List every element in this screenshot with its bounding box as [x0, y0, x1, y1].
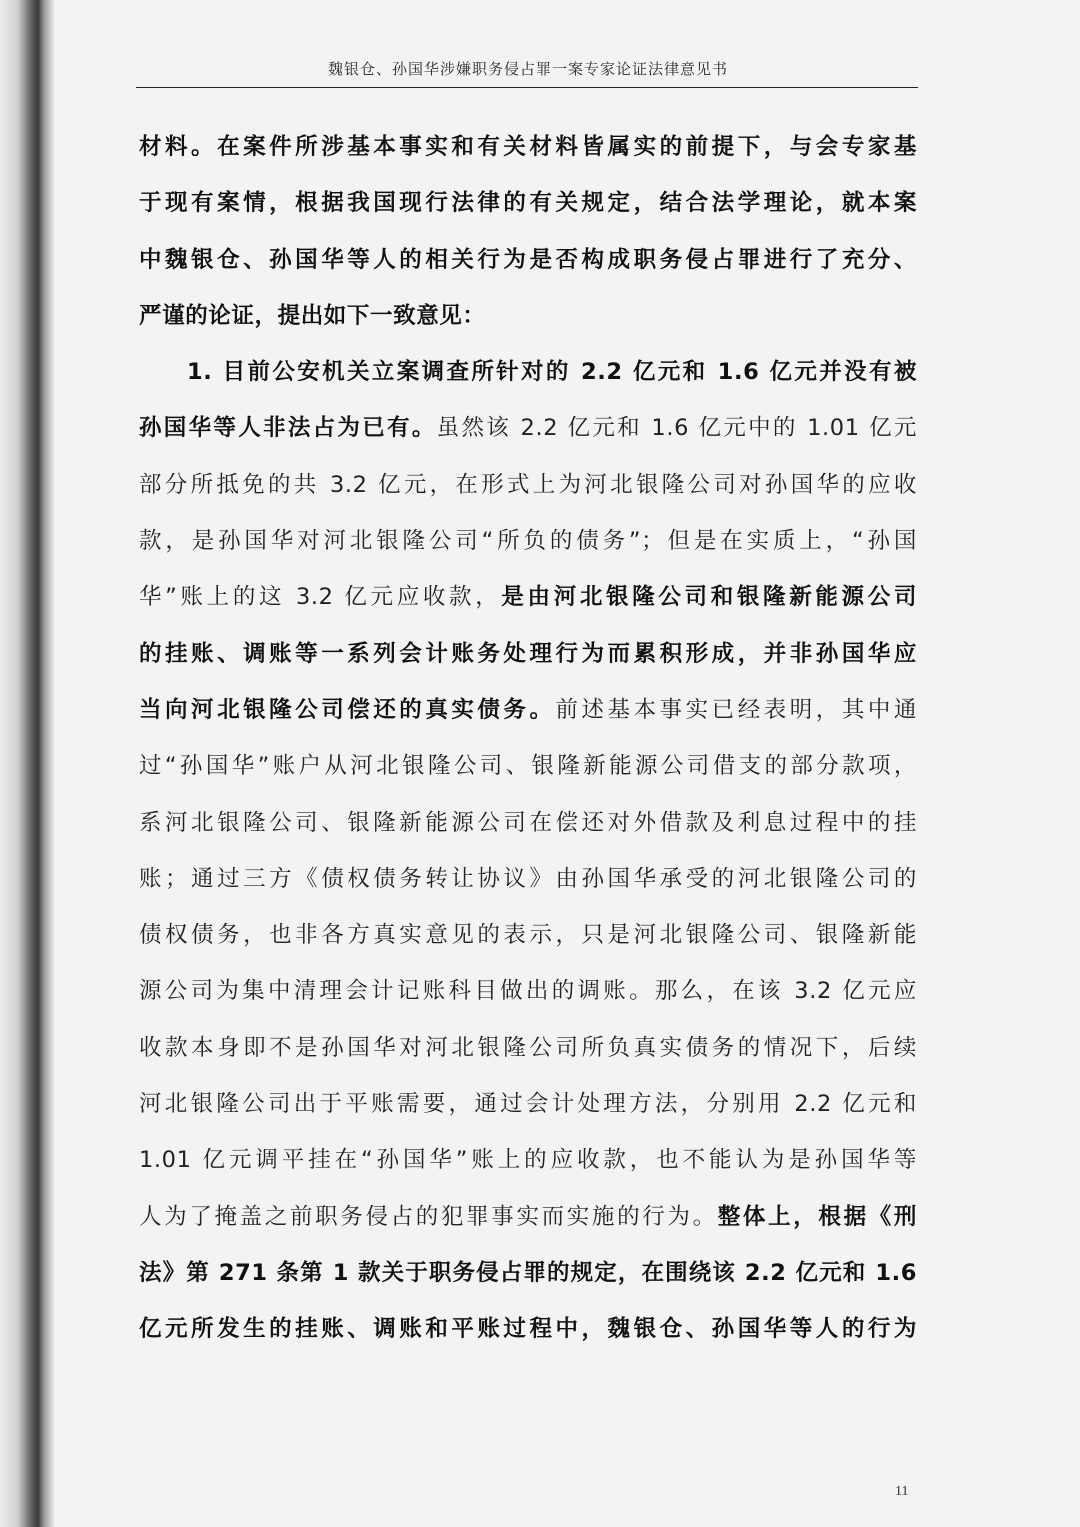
text-line: 源公司为集中清理会计记账科目做出的调账。那么，在该 3.2 亿元应 [139, 978, 917, 1005]
text-line: 债权债务，也非各方真实意见的表示，只是河北银隆公司、银隆新能 [139, 922, 917, 949]
text-line: 账；通过三方《债权债务转让协议》由孙国华承受的河北银隆公司的 [139, 865, 917, 892]
text-line [139, 569, 917, 625]
plain-phrase: 前述基本事实已经表明，其中通 [555, 696, 917, 723]
text-line: 款，是孙国华对河北银隆公司“所负的债务”；但是在实质上，“孙国 [139, 528, 917, 555]
header-divider [136, 87, 918, 88]
plain-phrase: 虽然该 2.2 亿元和 1.6 亿元中的 1.01 亿元 [436, 415, 917, 442]
text-line: 材料。在案件所涉基本事实和有关材料皆属实的前提下，与会专家基 [139, 134, 917, 160]
text-line: 中魏银仓、孙国华等人的相关行为是否构成职务侵占罪进行了充分、 [139, 246, 917, 273]
text-line [139, 682, 917, 738]
page-number: 11 [895, 1484, 909, 1499]
text-line: 系河北银隆公司、银隆新能源公司在偿还对外借款及利息过程中的挂 [139, 809, 917, 836]
text-line [139, 400, 917, 456]
text-line: 法》第 271 条第 1 款关于职务侵占罪的规定，在围绕该 2.2 亿元和 1.6 [139, 1259, 917, 1286]
text-line: 部分所抵免的共 3.2 亿元，在形式上为河北银隆公司对孙国华的应收 [139, 471, 917, 498]
text-line: 收款本身即不是孙国华对河北银隆公司所负真实债务的情况下，后续 [139, 1034, 917, 1061]
bold-phrase: 当向河北银隆公司偿还的真实债务。 [139, 696, 556, 723]
bold-phrase: 孙国华等人非法占为已有。 [139, 415, 437, 442]
text-line: 的挂账、调账等一系列会计账务处理行为而累积形成，并非孙国华应 [139, 640, 917, 667]
bold-phrase: 整体上，根据《刑 [717, 1203, 917, 1230]
plain-phrase: 华”账上的这 3.2 亿元应收款， [139, 584, 502, 611]
text-line: 严谨的论证，提出如下一致意见： [139, 302, 486, 329]
text-line: 1.01 亿元调平挂在“孙国华”账上的应收款，也不能认为是孙国华等 [139, 1147, 917, 1174]
text-line: 于现有案情，根据我国现行法律的有关规定，结合法学理论，就本案 [139, 190, 917, 217]
text-line: 亿元所发生的挂账、调账和平账过程中，魏银仓、孙国华等人的行为 [139, 1316, 917, 1343]
scan-binding-edge [0, 0, 54, 1527]
bold-phrase: 是由河北银隆公司和银隆新能源公司 [501, 584, 917, 611]
text-line: 过“孙国华”账户从河北银隆公司、银隆新能源公司借支的部分款项， [139, 753, 917, 780]
page-header-title: 魏银仓、孙国华涉嫌职务侵占罪一案专家论证法律意见书 [327, 60, 728, 78]
document-body [139, 119, 917, 1358]
text-line: 河北银隆公司出于平账需要，通过会计处理方法，分别用 2.2 亿元和 [139, 1091, 917, 1118]
text-line [139, 1189, 917, 1245]
text-line: 1. 目前公安机关立案调查所针对的 2.2 亿元和 1.6 亿元并没有被 [187, 359, 917, 386]
plain-phrase: 人为了掩盖之前职务侵占的犯罪事实而实施的行为。 [139, 1203, 718, 1230]
